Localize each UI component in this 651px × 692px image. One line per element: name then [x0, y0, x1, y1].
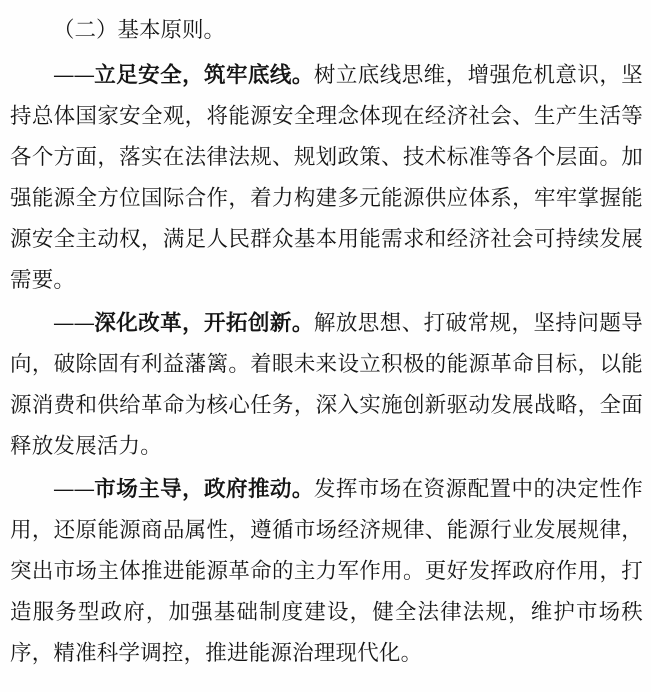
principle-lead-3: 市场主导，政府推动。	[94, 477, 314, 502]
principle-body-2: 解放思想、打破常规，坚持问题导向，破除固有利益藩篱。着眼未来设立积极的能源革命目标，以能源消费和供给革命为核心任务，深入实施创新驱动发展战略，全面释放发展活力。	[10, 311, 643, 459]
principle-lead-1: 立足安全，筑牢底线。	[94, 63, 314, 88]
paragraph-principle-2	[10, 303, 643, 467]
em-dash-marker: ——	[53, 311, 94, 336]
principle-body-1: 树立底线思维，增强危机意识，坚持总体国家安全观，将能源安全理念体现在经济社会、生产生活等各个方面，落实在法律法规、规划政策、技术标准等各个层面。加强能源全方位国际合作，着力构建多元能源供应体系，牢牢掌握能源安全主动权，满足人民群众基本用能需求和经济社会可持续发展需要。	[10, 63, 643, 293]
paragraph-principle-3	[10, 469, 643, 674]
paragraph-principle-1	[10, 55, 643, 301]
em-dash-marker: ——	[53, 63, 94, 88]
principle-body-3: 发挥市场在资源配置中的决定性作用，还原能源商品属性，遵循市场经济规律、能源行业发展规律，突出市场主体推进能源革命的主力军作用。更好发挥政府作用，打造服务型政府，加强基础制度建设，健全法律法规，维护市场秩序，精准科学调控，推进能源治理现代化。	[10, 477, 643, 666]
section-heading: （二）基本原则。	[53, 18, 226, 43]
em-dash-marker: ——	[53, 477, 94, 502]
principle-lead-2: 深化改革，开拓创新。	[94, 311, 314, 336]
